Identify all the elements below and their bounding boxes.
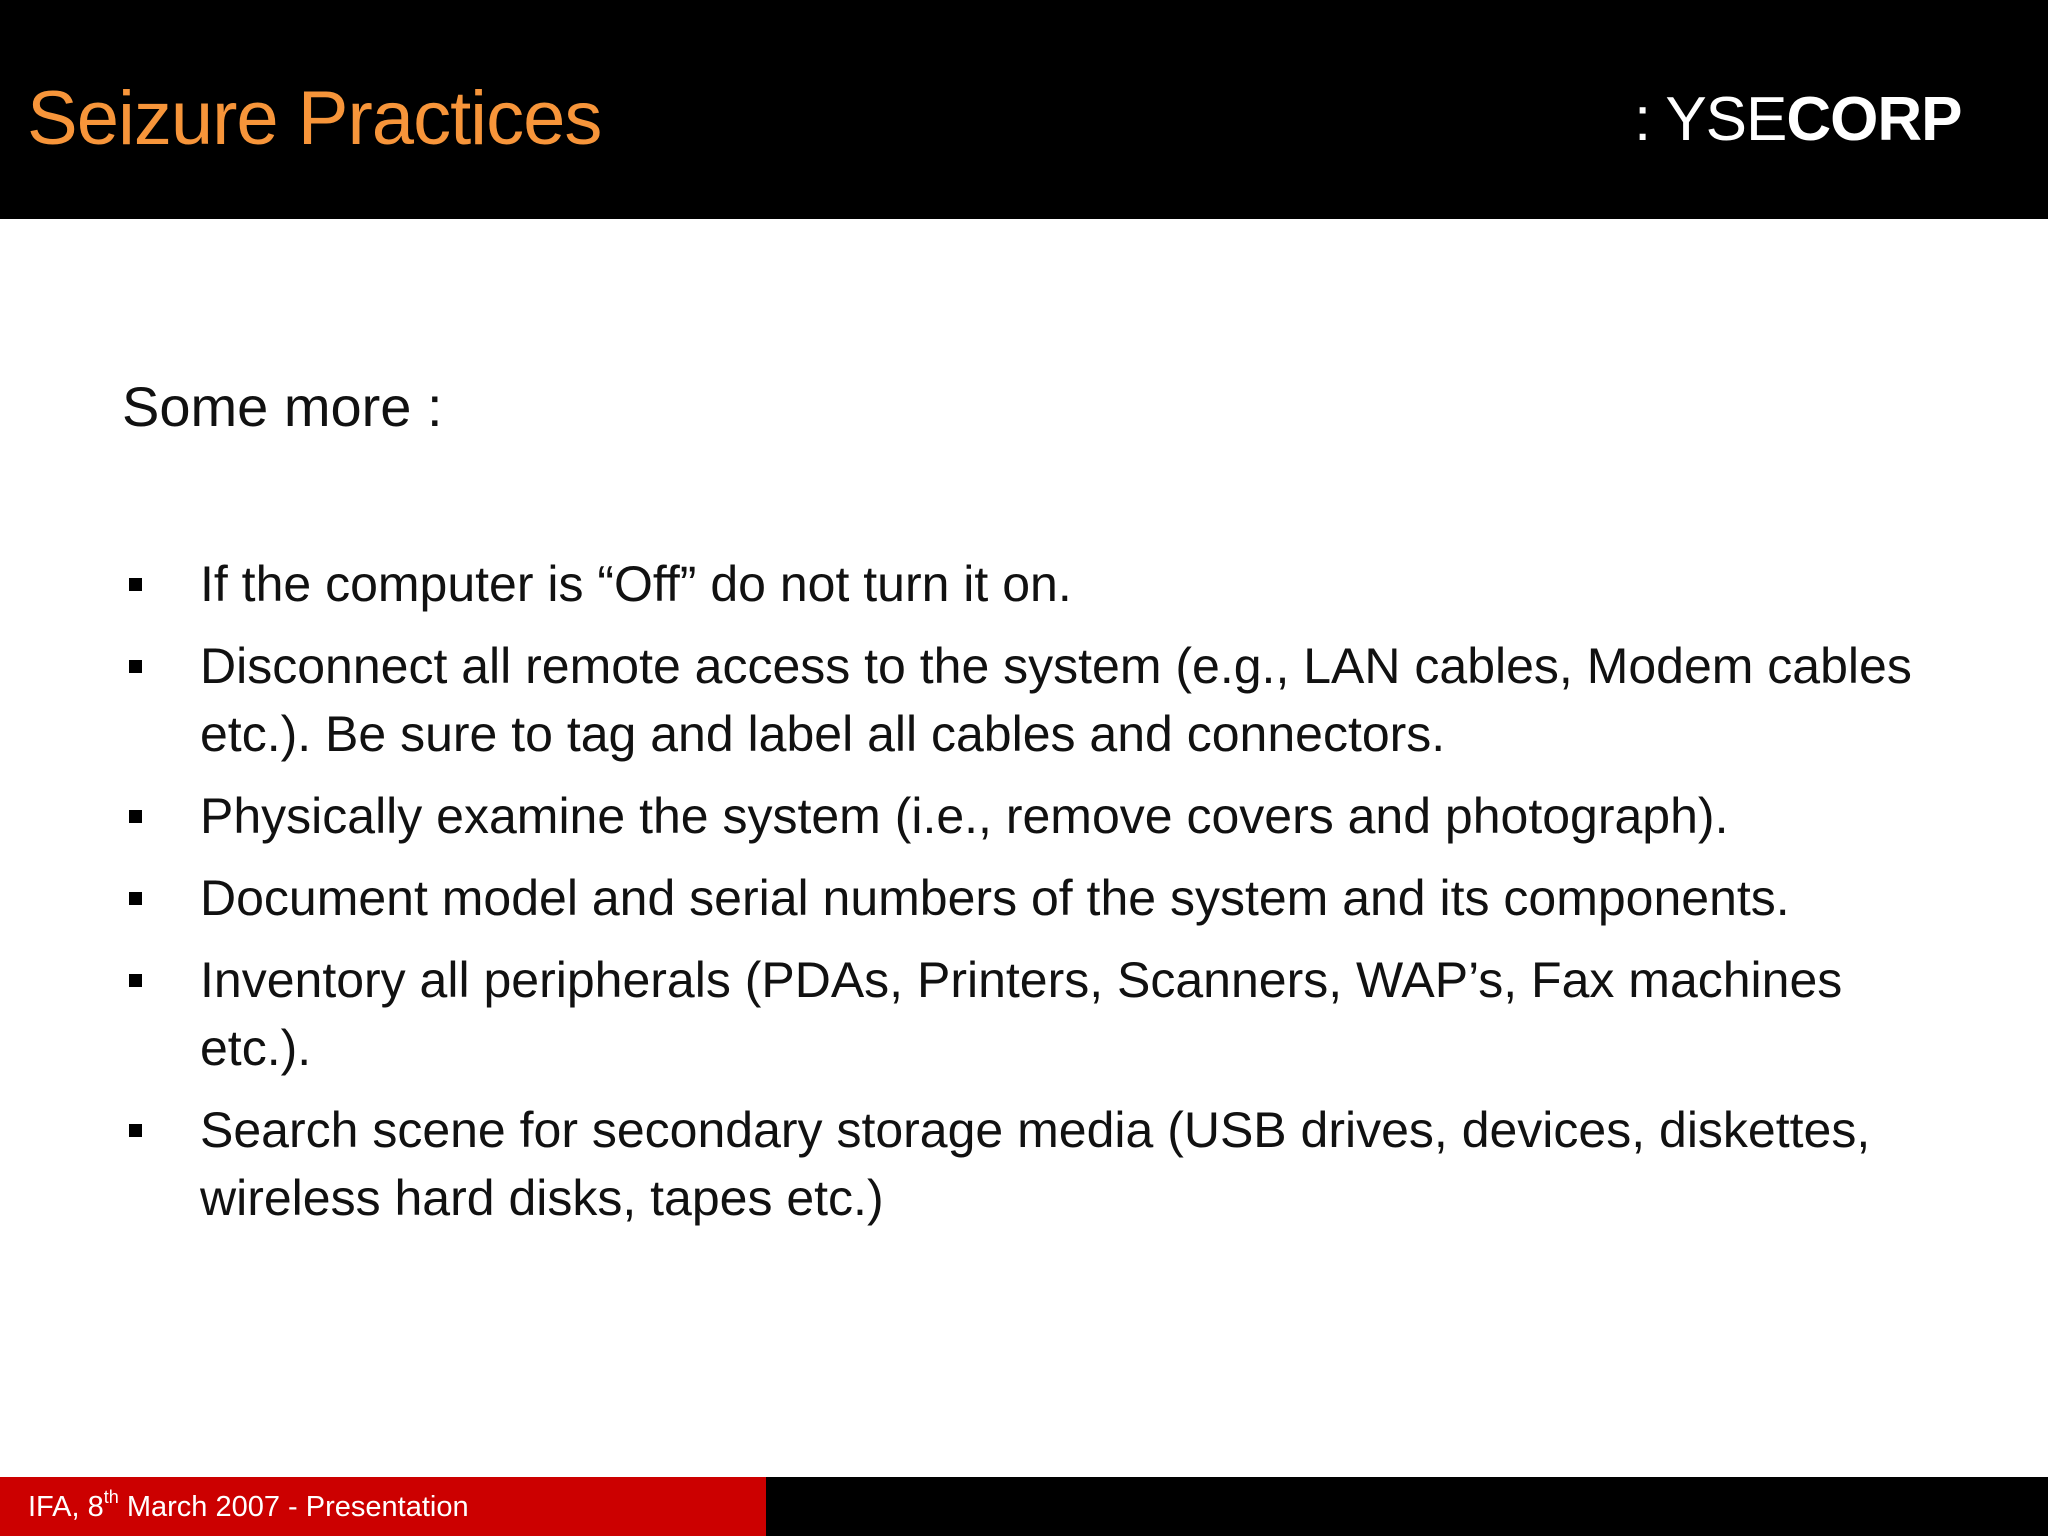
footer-text-end: March 2007 - Presentation	[118, 1491, 469, 1523]
footer-text-start: IFA, 8	[28, 1491, 104, 1523]
footer-superscript: th	[103, 1487, 119, 1507]
bullet-item	[122, 946, 1922, 1082]
bullet-item	[122, 782, 1922, 850]
bullet-item	[122, 550, 1922, 618]
intro-text: Some more :	[122, 375, 443, 438]
square-bullet-icon	[129, 578, 142, 591]
slide-title: Seizure Practices	[27, 76, 602, 161]
square-bullet-icon	[129, 1124, 142, 1137]
logo-prefix: : YSE	[1634, 85, 1787, 154]
square-bullet-icon	[129, 892, 142, 905]
footer-black-band	[766, 1477, 2048, 1536]
square-bullet-icon	[129, 810, 142, 823]
logo-bold: CORP	[1786, 85, 1962, 154]
footer-text	[28, 1489, 469, 1525]
bullet-item	[122, 1096, 1922, 1232]
bullet-text: Document model and serial numbers of the system and its components.	[200, 870, 1790, 926]
bullet-item	[122, 632, 1922, 768]
bullet-text: Inventory all peripherals (PDAs, Printers, Scanners, WAP’s, Fax machines etc.).	[200, 952, 1843, 1076]
square-bullet-icon	[129, 974, 142, 987]
square-bullet-icon	[129, 660, 142, 673]
bullet-list	[122, 550, 1922, 1246]
slide-header	[0, 0, 2048, 219]
bullet-text: Disconnect all remote access to the system (e.g., LAN cables, Modem cables etc.). Be sure to tag and label all cables and connectors.	[200, 638, 1912, 762]
bullet-text: Search scene for secondary storage media (USB drives, devices, diskettes, wireless hard disks, tapes etc.)	[200, 1102, 1871, 1226]
footer-red-band	[0, 1477, 766, 1536]
bullet-item	[122, 864, 1922, 932]
company-logo	[1634, 80, 1962, 160]
bullet-text: If the computer is “Off” do not turn it on.	[200, 556, 1072, 612]
bullet-text: Physically examine the system (i.e., remove covers and photograph).	[200, 788, 1729, 844]
